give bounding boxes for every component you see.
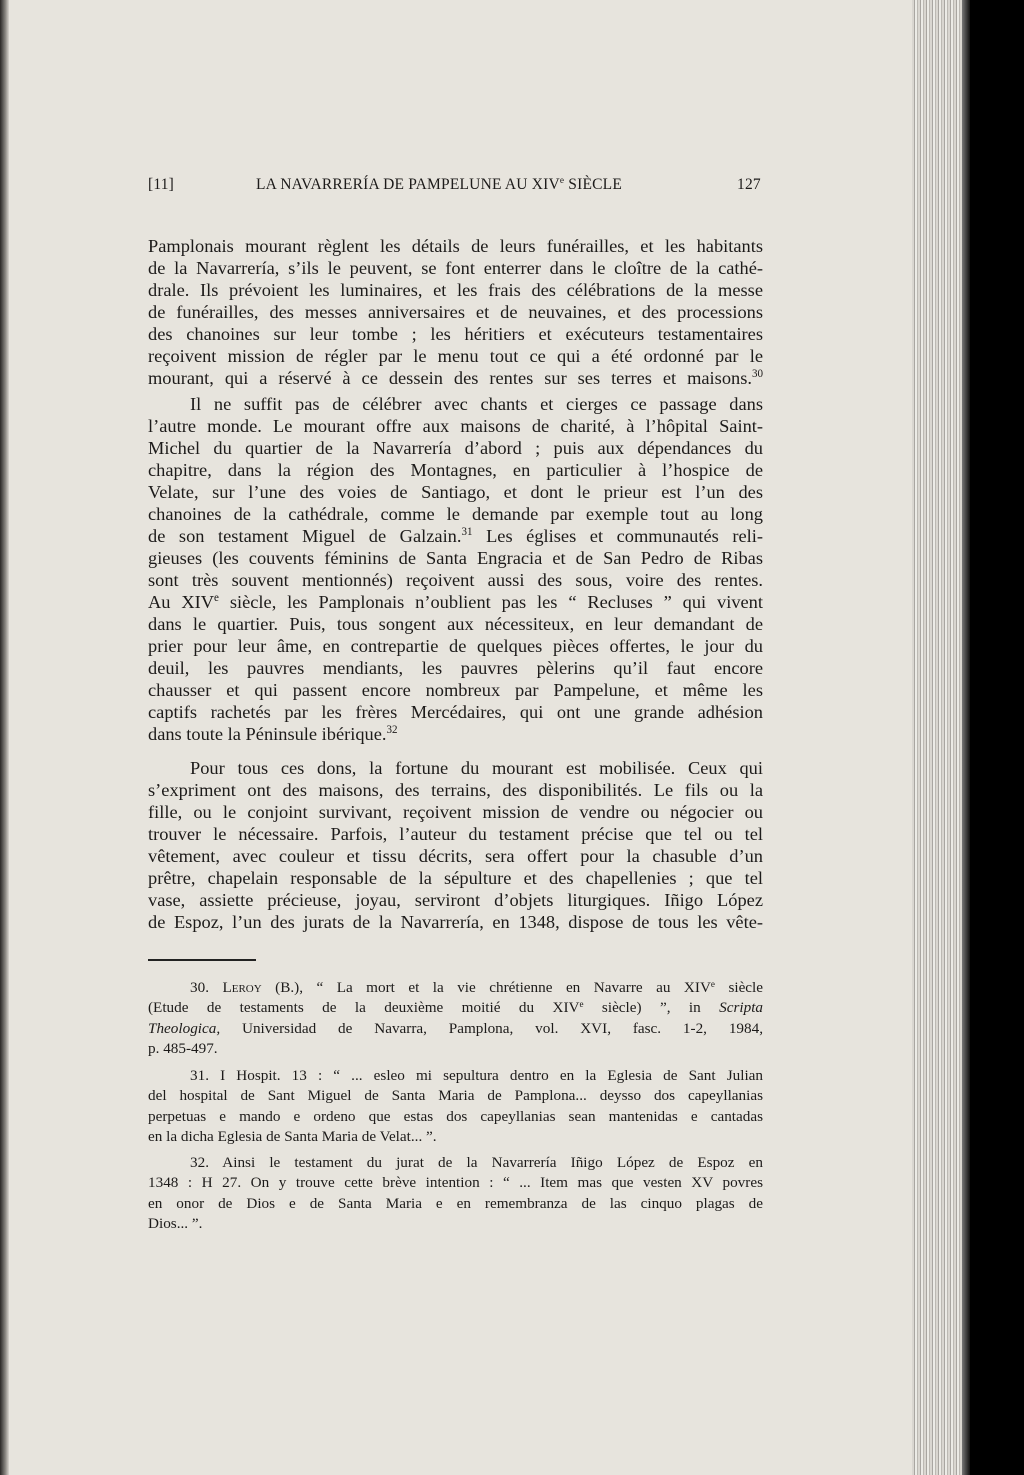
text-run: prêtre, chapelain responsable de la sépulture et des chapellenies ; que tel (148, 868, 763, 888)
superscript: e (710, 978, 715, 989)
text-line (148, 1194, 763, 1214)
text-line (148, 1066, 763, 1086)
text-run: trouver le nécessaire. Parfois, l’auteur du testament précise que tel ou tel (148, 824, 763, 844)
running-title-sup: e (559, 176, 565, 187)
superscript: e (579, 998, 584, 1009)
text-line (148, 911, 763, 933)
text-line (148, 437, 763, 459)
text-run: 31. I Hospit. 13 : “ ... esleo mi sepultura dentro en la Eglesia de Sant Julian (190, 1067, 763, 1084)
text-line (148, 569, 763, 591)
text-line (148, 591, 763, 613)
text-run: Dios... ”. (148, 1214, 203, 1232)
text-line (148, 393, 763, 415)
text-line (148, 889, 763, 911)
text-line (148, 1039, 763, 1059)
footnote-3 (148, 1153, 763, 1234)
text-line (148, 1173, 763, 1193)
paragraph-1 (148, 235, 763, 389)
footnote-2 (148, 1066, 763, 1147)
text-line (148, 1214, 763, 1234)
text-line (148, 525, 763, 547)
text-line (148, 801, 763, 823)
superscript: 32 (386, 724, 398, 737)
running-title-text: LA NAVARRERÍA DE PAMPELUNE AU XIV (256, 176, 560, 193)
footnote-separator (148, 959, 256, 961)
superscript: 30 (751, 368, 763, 381)
facing-page-edge (0, 0, 9, 1475)
text-run: fille, ou le conjoint survivant, reçoivent mission de vendre ou négocier ou (148, 802, 763, 822)
section-number: [11] (148, 176, 175, 193)
text-line (148, 845, 763, 867)
text-line (148, 547, 763, 569)
text-run: reçoivent mission de régler par le menu tout ce qui a été ordonné par le (148, 346, 763, 366)
text-run: Pour tous ces dons, la fortune du mourant est mobilisée. Ceux qui (190, 758, 763, 778)
text-run: Au XIV (148, 592, 215, 612)
text-line (148, 779, 763, 801)
text-run: vêtement, avec couleur et tissu décrits, sera offert pour la chasuble d’un (148, 846, 763, 866)
text-line (148, 503, 763, 525)
text-line (148, 978, 763, 998)
text-line (148, 757, 763, 779)
text-run: (B.), “ La mort et la vie chrétienne en Navarre au XIV (261, 979, 711, 996)
page-stack-edges (912, 0, 968, 1475)
text-run: chapitre, dans la région des Montagnes, en particulier à l’hospice de (148, 460, 763, 480)
text-line (148, 1086, 763, 1106)
italic-title: Scripta (719, 999, 763, 1017)
text-run: vase, assiette précieuse, joyau, serviront d’objets liturgiques. Iñigo López (148, 890, 763, 910)
text-line (148, 323, 763, 345)
running-title-end: SIÈCLE (564, 176, 623, 193)
text-line (148, 367, 763, 389)
footnote-1 (148, 978, 763, 1059)
text-run: de son testament Miguel de Galzain. (148, 526, 462, 546)
superscript: 31 (461, 526, 473, 539)
text-run: deuil, les pauvres mendiants, les pauvres pèlerins qu’il faut encore (148, 658, 763, 678)
text-run: dans toute la Péninsule ibérique. (148, 724, 387, 744)
text-run: perpetuas e mando e ordeno que estas dos capeyllanias sean mantenidas e cantadas (148, 1107, 763, 1125)
text-run: dans le quartier. Puis, tous songent aux nécessiteux, en leur demandant de (148, 614, 763, 634)
text-run: Pamplonais mourant règlent les détails de leurs funérailles, et les habitants (148, 236, 763, 256)
text-run: siècle) ”, in (583, 999, 720, 1017)
text-line (148, 1153, 763, 1173)
text-run: drale. Ils prévoient les luminaires, et les frais des célébrations de la messe (148, 280, 763, 300)
text-run: en onor de Dios e de Santa Maria e en remembranza de las cinquo plagas de (148, 1194, 763, 1212)
text-run: l’autre monde. Le mourant offre aux maisons de charité, à l’hôpital Saint- (148, 416, 763, 436)
page-number: 127 (737, 176, 761, 193)
text-run: mourant, qui a réservé à ce dessein des rentes sur ses terres et maisons. (148, 368, 752, 388)
text-run: s’expriment ont des maisons, des terrains, des disponibilités. Le fils ou la (148, 780, 763, 800)
text-line (148, 635, 763, 657)
text-line (148, 701, 763, 723)
text-run: Michel du quartier de la Navarrería d’abord ; puis aux dépendances du (148, 438, 763, 458)
text-run: Il ne suffit pas de célébrer avec chants et cierges ce passage dans (190, 394, 763, 414)
text-line (148, 1127, 763, 1147)
paragraph-2 (148, 393, 763, 745)
text-line (148, 657, 763, 679)
text-run: siècle (714, 979, 763, 996)
text-run: 1348 : H 27. On y trouve cette brève intention : “ ... Item mas que vesten XV povres (148, 1174, 763, 1192)
text-run: captifs rachetés par les frères Mercédaires, qui ont une grande adhésion (148, 702, 763, 722)
text-line (148, 481, 763, 503)
text-line (148, 415, 763, 437)
text-line (148, 301, 763, 323)
text-line (148, 257, 763, 279)
text-run: del hospital de Sant Miguel de Santa Maria de Pamplona... deysso dos capeyllanias (148, 1087, 763, 1105)
text-line (148, 998, 763, 1018)
text-run: prier pour leur âme, en contrepartie de quelques pièces offertes, le jour du (148, 636, 763, 656)
paragraph-3 (148, 757, 763, 933)
text-run: (Etude de testaments de la deuxième moitié du XIV (148, 999, 580, 1017)
text-line (148, 823, 763, 845)
text-run: 32. Ainsi le testament du jurat de la Navarrería Iñigo López de Espoz en (190, 1154, 763, 1171)
text-line (148, 679, 763, 701)
running-title (256, 176, 622, 194)
text-run: Universidad de Navarra, Pamplona, vol. XVI, fasc. 1-2, 1984, (220, 1019, 763, 1037)
text-run: Velate, sur l’une des voies de Santiago, et dont le prieur est l’un des (148, 482, 763, 502)
text-line (148, 279, 763, 301)
text-run: 30. (190, 979, 223, 996)
italic-title: Theologica, (148, 1019, 221, 1037)
text-run: sont très souvent mentionnés) reçoivent aussi des sous, voire des rentes. (148, 570, 763, 590)
text-run: des chanoines sur leur tombe ; les héritiers et exécuteurs testamentaires (148, 324, 763, 344)
text-line (148, 1019, 763, 1039)
text-line (148, 1107, 763, 1127)
text-run: de funérailles, des messes anniversaires et de neuvaines, et des processions (148, 302, 763, 322)
text-run: siècle, les Pamplonais n’oublient pas les “ Recluses ” qui vivent (218, 592, 763, 612)
author-name: Leroy (222, 979, 262, 996)
text-run: de Espoz, l’un des jurats de la Navarrería, en 1348, dispose de tous les vête- (148, 912, 763, 932)
book-edge-shadow (962, 0, 970, 1475)
text-line (148, 723, 763, 745)
text-run: en la dicha Eglesia de Santa Maria de Velat... ”. (148, 1127, 437, 1145)
text-run: de la Navarrería, s’ils le peuvent, se font enterrer dans le cloître de la cathé- (148, 258, 763, 278)
text-line (148, 345, 763, 367)
superscript: e (214, 592, 219, 605)
text-line (148, 867, 763, 889)
text-run: p. 485-497. (148, 1039, 218, 1057)
text-run: chanoines de la cathédrale, comme le demande par exemple tout au long (148, 504, 763, 524)
text-line (148, 613, 763, 635)
text-line (148, 235, 763, 257)
text-run: chausser et qui passent encore nombreux par Pampelune, et même les (148, 680, 763, 700)
text-line (148, 459, 763, 481)
text-run: Les églises et communautés reli- (472, 526, 763, 546)
text-run: gieuses (les couvents féminins de Santa Engracia et de San Pedro de Ribas (148, 548, 763, 568)
